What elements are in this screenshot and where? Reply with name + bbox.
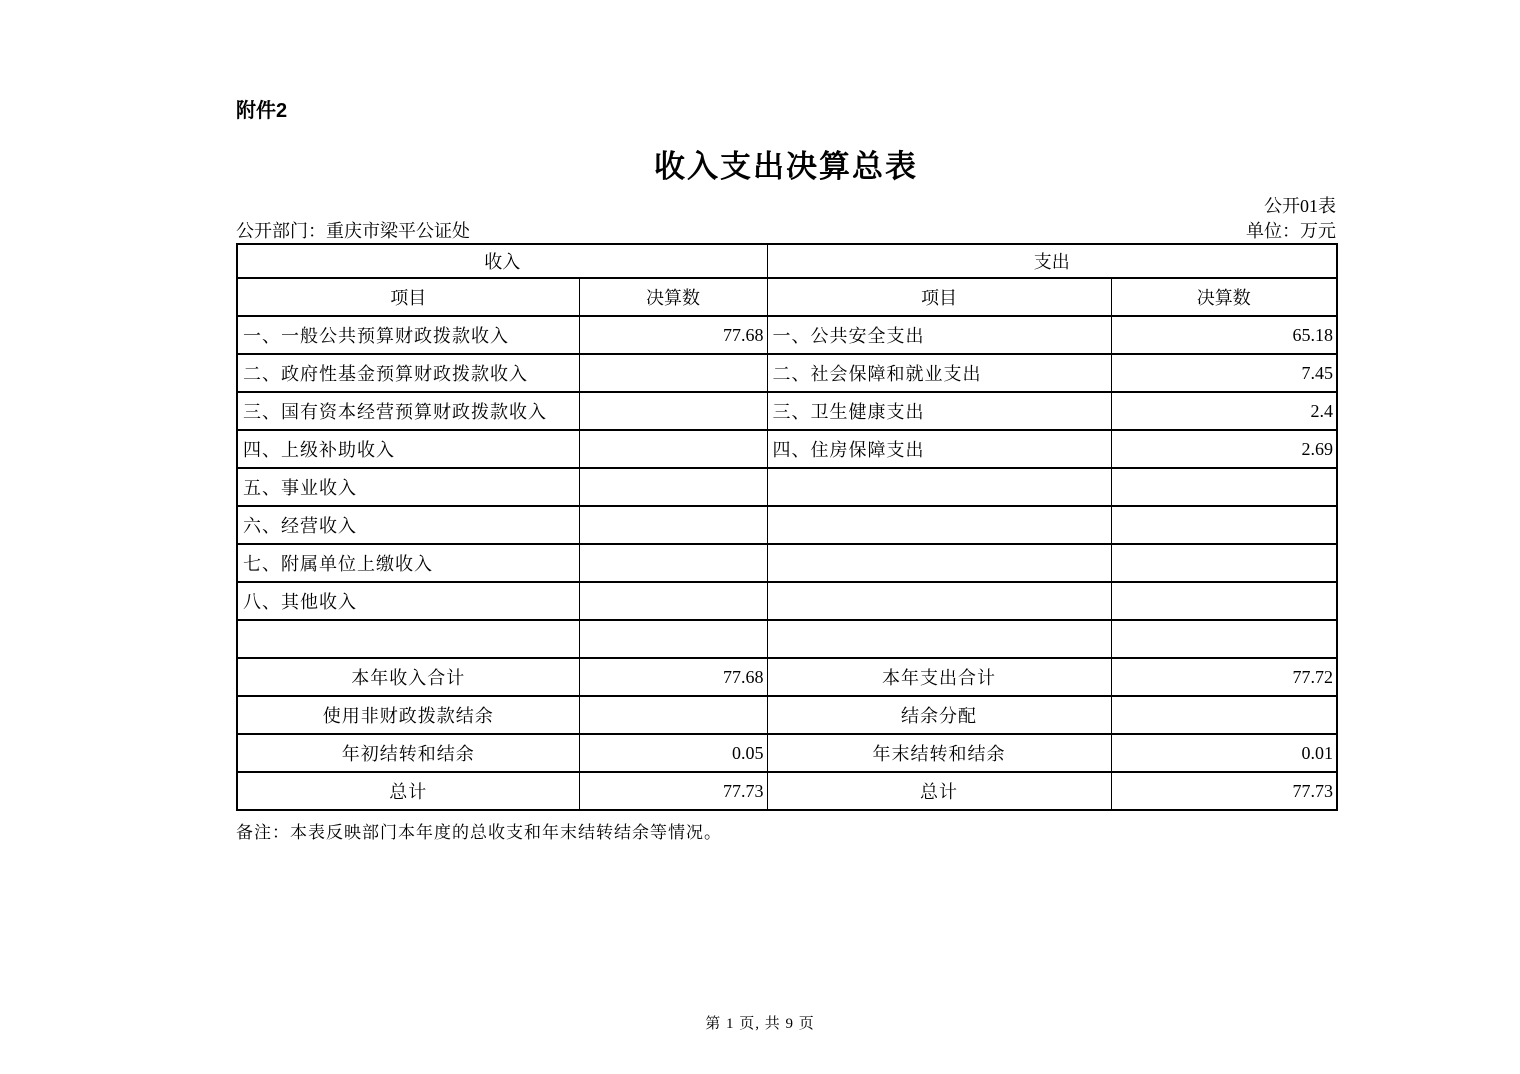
note-text: 备注：本表反映部门本年度的总收支和年末结转结余等情况。: [236, 823, 722, 842]
income-item-cell: 三、国有资本经营预算财政拨款收入: [237, 392, 579, 430]
income-item-cell: 六、经营收入: [237, 506, 579, 544]
table-row: [237, 430, 1337, 468]
expense-value-cell: 2.4: [1111, 392, 1337, 430]
income-item-cell: 一、一般公共预算财政拨款收入: [237, 316, 579, 354]
income-item-cell: 使用非财政拨款结余: [237, 696, 579, 734]
income-value-cell: [579, 354, 767, 392]
income-value-cell: 77.73: [579, 772, 767, 810]
expense-amount-header: 决算数: [1111, 278, 1337, 316]
unit-label: 单位：万元: [1246, 221, 1336, 241]
expense-value-cell: 77.73: [1111, 772, 1337, 810]
expense-item-cell: 年末结转和结余: [767, 734, 1111, 772]
expense-item-cell: [767, 544, 1111, 582]
budget-summary-table: [236, 243, 1338, 811]
page-title: 收入支出决算总表: [654, 149, 918, 184]
table-code-label: 公开01表: [1264, 196, 1336, 216]
income-item-cell: 年初结转和结余: [237, 734, 579, 772]
expense-item-cell: 本年支出合计: [767, 658, 1111, 696]
table-row: [237, 582, 1337, 620]
expense-item-cell: 结余分配: [767, 696, 1111, 734]
expense-value-cell: 7.45: [1111, 354, 1337, 392]
table-meta-row: [236, 217, 1336, 243]
expense-value-cell: [1111, 620, 1337, 658]
table-row-total-current-year: [237, 658, 1337, 696]
income-item-cell: 二、政府性基金预算财政拨款收入: [237, 354, 579, 392]
income-item-header: 项目: [237, 278, 579, 316]
expense-value-cell: [1111, 506, 1337, 544]
expense-value-cell: [1111, 544, 1337, 582]
expense-item-cell: [767, 506, 1111, 544]
income-item-cell: 四、上级补助收入: [237, 430, 579, 468]
table-row: [237, 468, 1337, 506]
income-value-cell: [579, 696, 767, 734]
section-header-row: [237, 244, 1337, 278]
expense-value-cell: 2.69: [1111, 430, 1337, 468]
expense-item-cell: 二、社会保障和就业支出: [767, 354, 1111, 392]
expense-item-cell: 总计: [767, 772, 1111, 810]
attachment-label: 附件2: [236, 100, 288, 122]
expense-section-header: 支出: [767, 244, 1337, 278]
table-row: [237, 506, 1337, 544]
income-value-cell: 77.68: [579, 658, 767, 696]
income-item-cell: [237, 620, 579, 658]
department-label: 公开部门：重庆市梁平公证处: [236, 221, 470, 241]
expense-value-cell: [1111, 582, 1337, 620]
income-item-cell: 八、其他收入: [237, 582, 579, 620]
table-row: [237, 354, 1337, 392]
income-amount-header: 决算数: [579, 278, 767, 316]
table-row: [237, 620, 1337, 658]
income-value-cell: [579, 506, 767, 544]
income-item-cell: 五、事业收入: [237, 468, 579, 506]
income-value-cell: [579, 544, 767, 582]
income-item-cell: 本年收入合计: [237, 658, 579, 696]
income-value-cell: [579, 468, 767, 506]
income-value-cell: [579, 430, 767, 468]
expense-value-cell: [1111, 468, 1337, 506]
income-value-cell: [579, 582, 767, 620]
table-row-grand-total: [237, 772, 1337, 810]
income-item-cell: 总计: [237, 772, 579, 810]
expense-item-cell: 四、住房保障支出: [767, 430, 1111, 468]
table-row: [237, 544, 1337, 582]
table-row: [237, 392, 1337, 430]
income-value-cell: [579, 620, 767, 658]
income-value-cell: [579, 392, 767, 430]
income-value-cell: 77.68: [579, 316, 767, 354]
table-row-carryover: [237, 734, 1337, 772]
expense-item-header: 项目: [767, 278, 1111, 316]
income-section-header: 收入: [237, 244, 767, 278]
column-header-row: [237, 278, 1337, 316]
page-footer: 第 1 页, 共 9 页: [705, 1016, 815, 1032]
expense-value-cell: [1111, 696, 1337, 734]
table-row: [237, 316, 1337, 354]
expense-value-cell: 0.01: [1111, 734, 1337, 772]
income-value-cell: 0.05: [579, 734, 767, 772]
table-row-surplus: [237, 696, 1337, 734]
expense-item-cell: 三、卫生健康支出: [767, 392, 1111, 430]
expense-item-cell: 一、公共安全支出: [767, 316, 1111, 354]
income-item-cell: 七、附属单位上缴收入: [237, 544, 579, 582]
expense-value-cell: 77.72: [1111, 658, 1337, 696]
expense-value-cell: 65.18: [1111, 316, 1337, 354]
expense-item-cell: [767, 468, 1111, 506]
expense-item-cell: [767, 582, 1111, 620]
expense-item-cell: [767, 620, 1111, 658]
